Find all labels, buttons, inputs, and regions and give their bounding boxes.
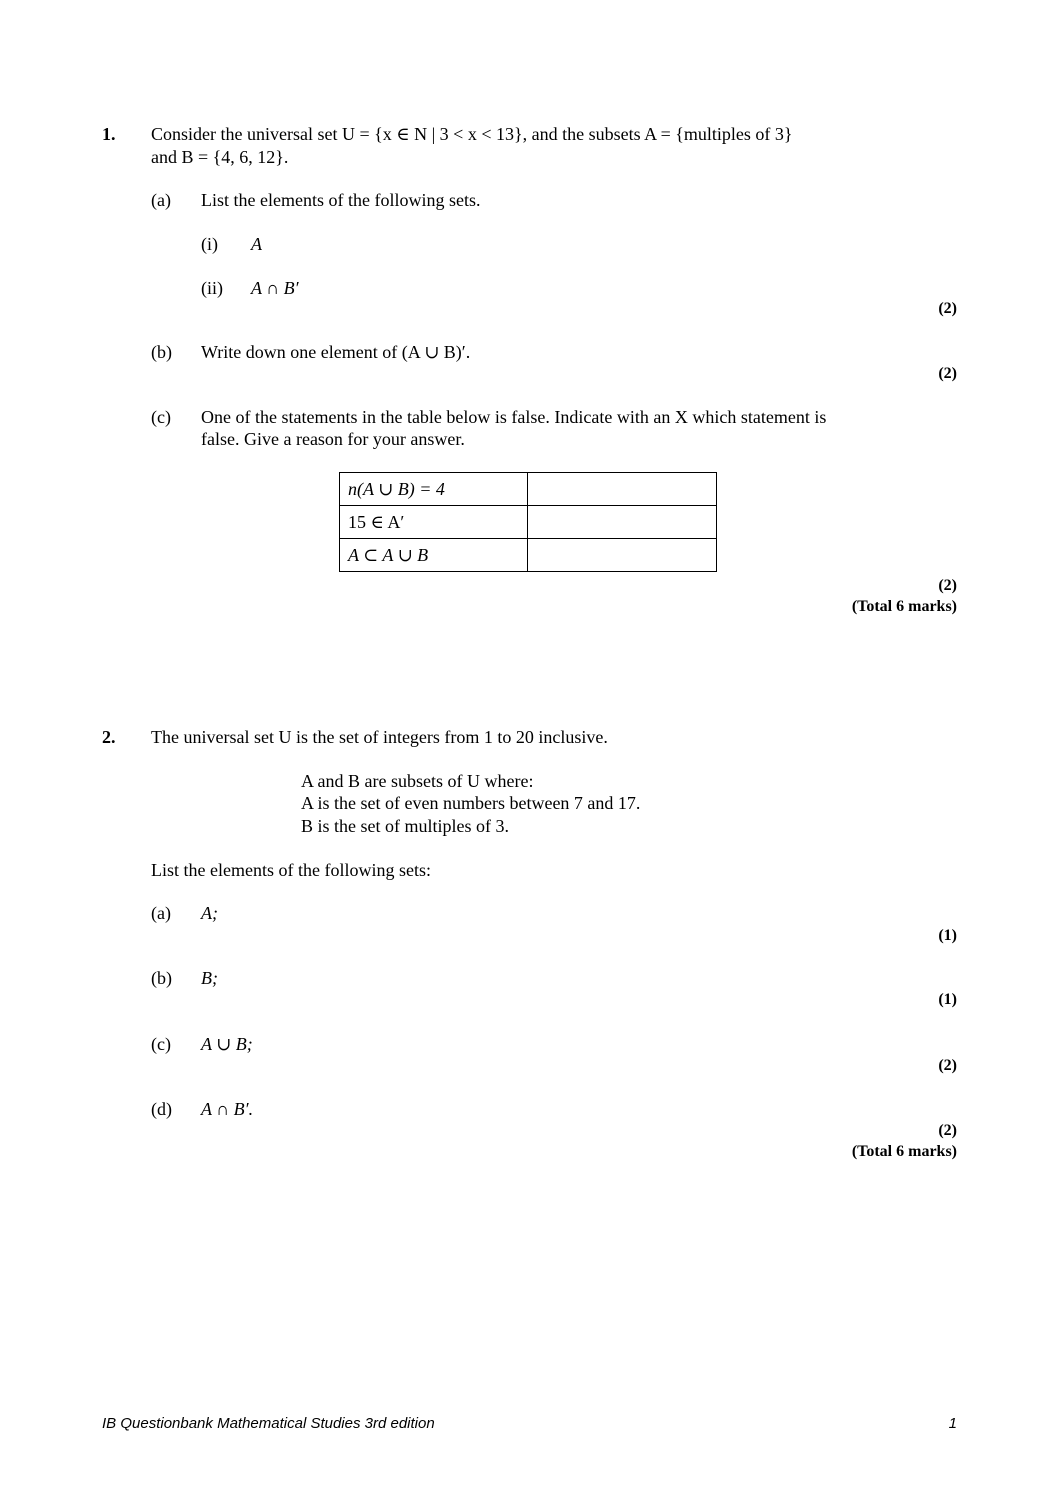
q1-part-a-label: (a) — [151, 190, 171, 210]
q2-part-b-label: (b) — [151, 968, 172, 988]
q1-part-a-text: List the elements of the following sets. — [201, 190, 481, 210]
q2-total-marks: (Total 6 marks) — [851, 1143, 957, 1160]
q2-part-d-marks: (2) — [938, 1122, 957, 1139]
q2-part-c-text: A ∪ B; — [201, 1034, 253, 1054]
q2-intro: The universal set U is the set of integers from 1 to 20 inclusive. — [151, 727, 608, 747]
q2-definition-1: A and B are subsets of U where: — [301, 771, 534, 791]
q1-part-b-marks: (2) — [938, 365, 957, 382]
q1-part-a-i-label: (i) — [201, 234, 218, 254]
q2-part-d-text: A ∩ B′. — [201, 1099, 254, 1119]
q2-definition-2: A is the set of even numbers between 7 and 17. — [301, 793, 641, 813]
q2-part-a-text: A; — [201, 903, 218, 923]
q1-number: 1. — [102, 124, 116, 144]
q2-number: 2. — [102, 727, 116, 747]
q1-part-c-line2: false. Give a reason for your answer. — [201, 429, 465, 449]
q1-part-c-label: (c) — [151, 407, 171, 427]
q1-total-marks: (Total 6 marks) — [851, 598, 957, 615]
table-row — [340, 539, 717, 572]
q1-part-a-i-text: A — [251, 234, 262, 254]
q1-part-c-marks: (2) — [938, 577, 957, 594]
q1-part-b-label: (b) — [151, 342, 172, 362]
q1-part-c-line1: One of the statements in the table below is false. Indicate with an X which statement is — [201, 407, 827, 427]
q2-list-instruction: List the elements of the following sets: — [151, 860, 431, 880]
q1-intro-line1: Consider the universal set U = {x ∈ N | 3 < x < 13}, and the subsets A = {multiples of 3} — [151, 124, 793, 144]
table-row — [340, 506, 717, 539]
q2-part-a-label: (a) — [151, 903, 171, 923]
statement-cell: n(A ∪ B) = 4 — [340, 473, 528, 506]
q2-part-b-marks: (1) — [938, 991, 957, 1008]
q1-intro-line2: and B = {4, 6, 12}. — [151, 147, 289, 167]
q1-part-a-marks: (2) — [938, 300, 957, 317]
answer-cell[interactable] — [528, 506, 717, 539]
answer-cell[interactable] — [528, 539, 717, 572]
q2-definition-3: B is the set of multiples of 3. — [301, 816, 509, 836]
q2-part-a-marks: (1) — [938, 927, 957, 944]
q2-part-c-marks: (2) — [938, 1057, 957, 1074]
q2-part-d-label: (d) — [151, 1099, 172, 1119]
q1-part-a-ii-label: (ii) — [201, 278, 223, 298]
table-row — [340, 473, 717, 506]
q1-part-a-ii-text: A ∩ B′ — [251, 278, 299, 298]
statements-table — [339, 472, 717, 572]
answer-cell[interactable] — [528, 473, 717, 506]
q2-part-c-label: (c) — [151, 1034, 171, 1054]
footer-title: IB Questionbank Mathematical Studies 3rd edition — [102, 1415, 435, 1432]
statement-cell: A ⊂ A ∪ B — [340, 539, 528, 572]
page-number: 1 — [948, 1415, 957, 1432]
q2-part-b-text: B; — [201, 968, 218, 988]
statement-cell: 15 ∈ A′ — [340, 506, 528, 539]
q1-part-b-text: Write down one element of (A ∪ B)′. — [201, 342, 471, 362]
